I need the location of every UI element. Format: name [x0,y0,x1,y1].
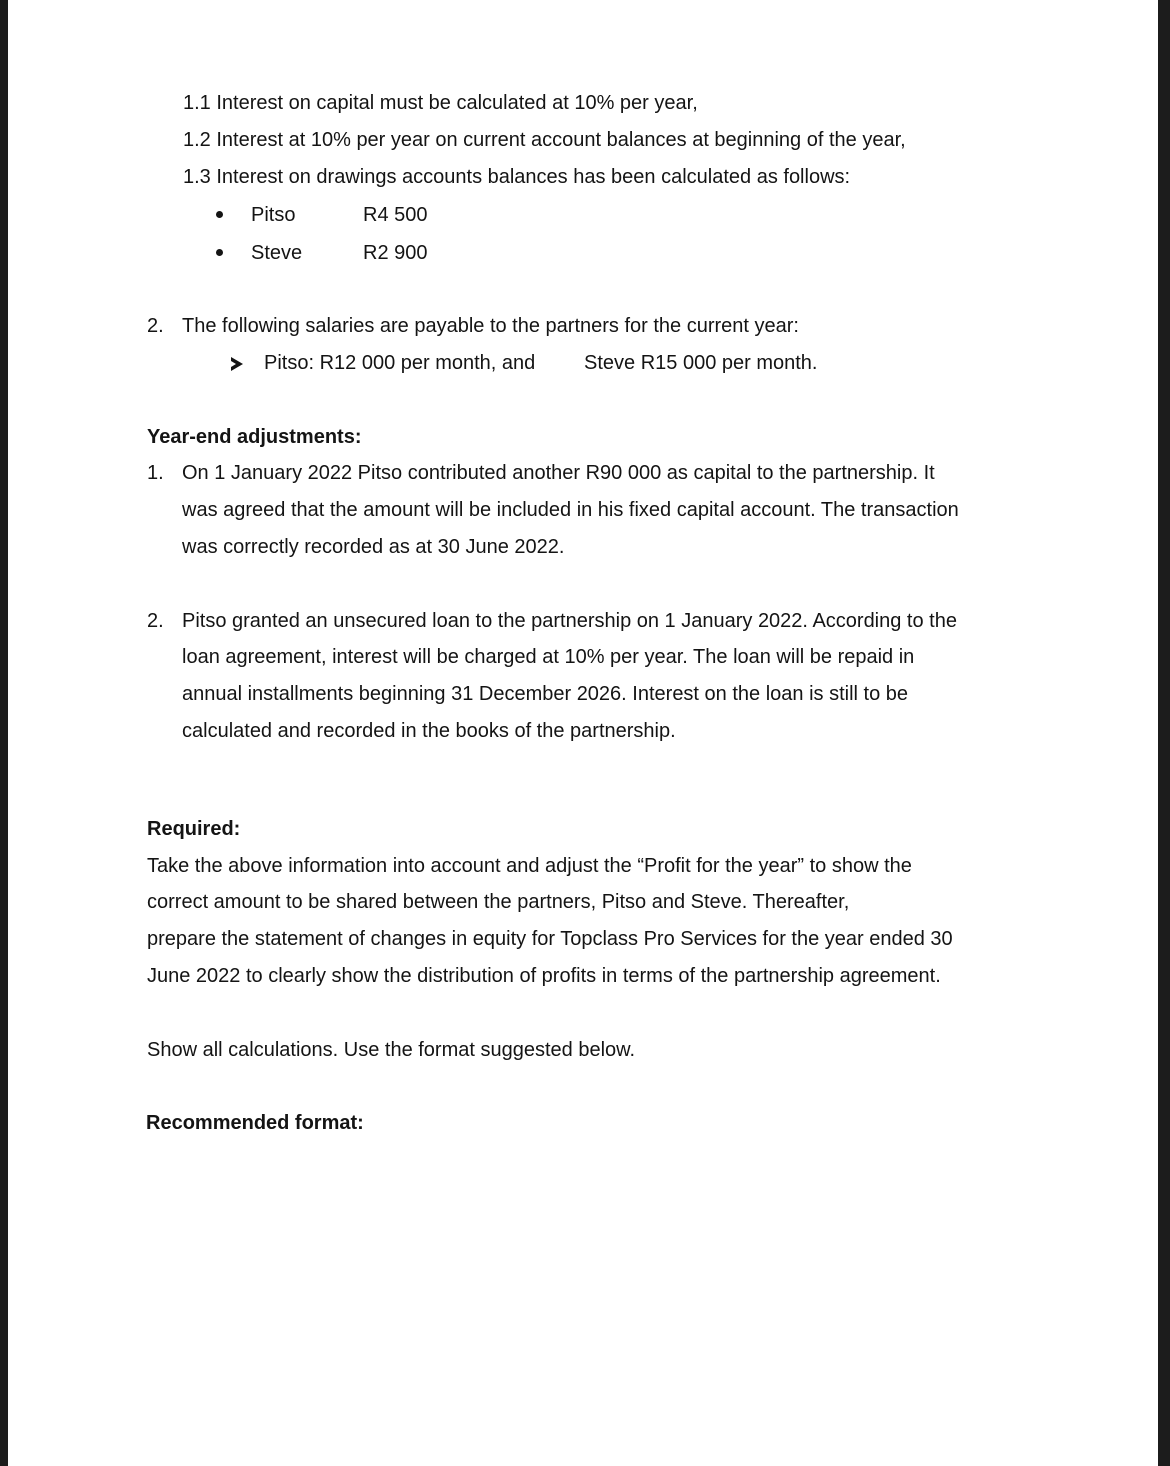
adjustment-1-number: 1. [147,462,164,484]
drawings-name-steve: Steve [251,242,303,264]
document-page [8,0,1158,1466]
recommended-format-heading: Recommended format: [146,1112,364,1134]
interest-rule-2: 1.2 Interest at 10% per year on current account balances at beginning of the year, [183,129,906,151]
arrow-bullet-icon [231,357,243,371]
adjustment-2-line: loan agreement, interest will be charged at 10% per year. The loan will be repaid in [182,646,915,668]
adjustment-2-line: calculated and recorded in the books of the partnership. [182,720,676,742]
required-line: Take the above information into account and adjust the “Profit for the year” to show the [147,855,912,877]
calculations-note: Show all calculations. Use the format suggested below. [147,1039,636,1061]
salaries-text: The following salaries are payable to the partners for the current year: [182,315,799,337]
adjustment-2-number: 2. [147,610,164,632]
required-line: prepare the statement of changes in equity for Topclass Pro Services for the year ended 30 [147,928,953,950]
interest-rule-3: 1.3 Interest on drawings accounts balances has been calculated as follows: [183,166,851,188]
adjustment-1-line: was agreed that the amount will be included in his fixed capital account. The transaction [182,499,959,521]
interest-rule-1: 1.1 Interest on capital must be calculated at 10% per year, [183,92,698,114]
salary-pitso: Pitso: R12 000 per month, and [264,352,536,374]
drawings-name-pitso: Pitso [251,204,296,226]
adjustment-2-line: annual installments beginning 31 December 2026. Interest on the loan is still to be [182,683,909,705]
required-heading: Required: [147,818,241,840]
adjustment-1-line: On 1 January 2022 Pitso contributed another R90 000 as capital to the partnership. It [182,462,935,484]
required-line: correct amount to be shared between the partners, Pitso and Steve. Thereafter, [147,891,850,913]
salary-steve: Steve R15 000 per month. [584,352,818,374]
required-line: June 2022 to clearly show the distribution of profits in terms of the partnership agreement. [147,965,941,987]
bullet-icon [216,211,223,218]
bullet-icon [216,249,223,256]
drawings-amount-pitso: R4 500 [363,204,428,226]
salaries-number: 2. [147,315,164,337]
adjustment-2-line: Pitso granted an unsecured loan to the partnership on 1 January 2022. According to the [182,610,957,632]
adjustment-1-line: was correctly recorded as at 30 June 2022. [182,536,565,558]
adjustments-heading: Year-end adjustments: [147,426,362,448]
drawings-amount-steve: R2 900 [363,242,428,264]
